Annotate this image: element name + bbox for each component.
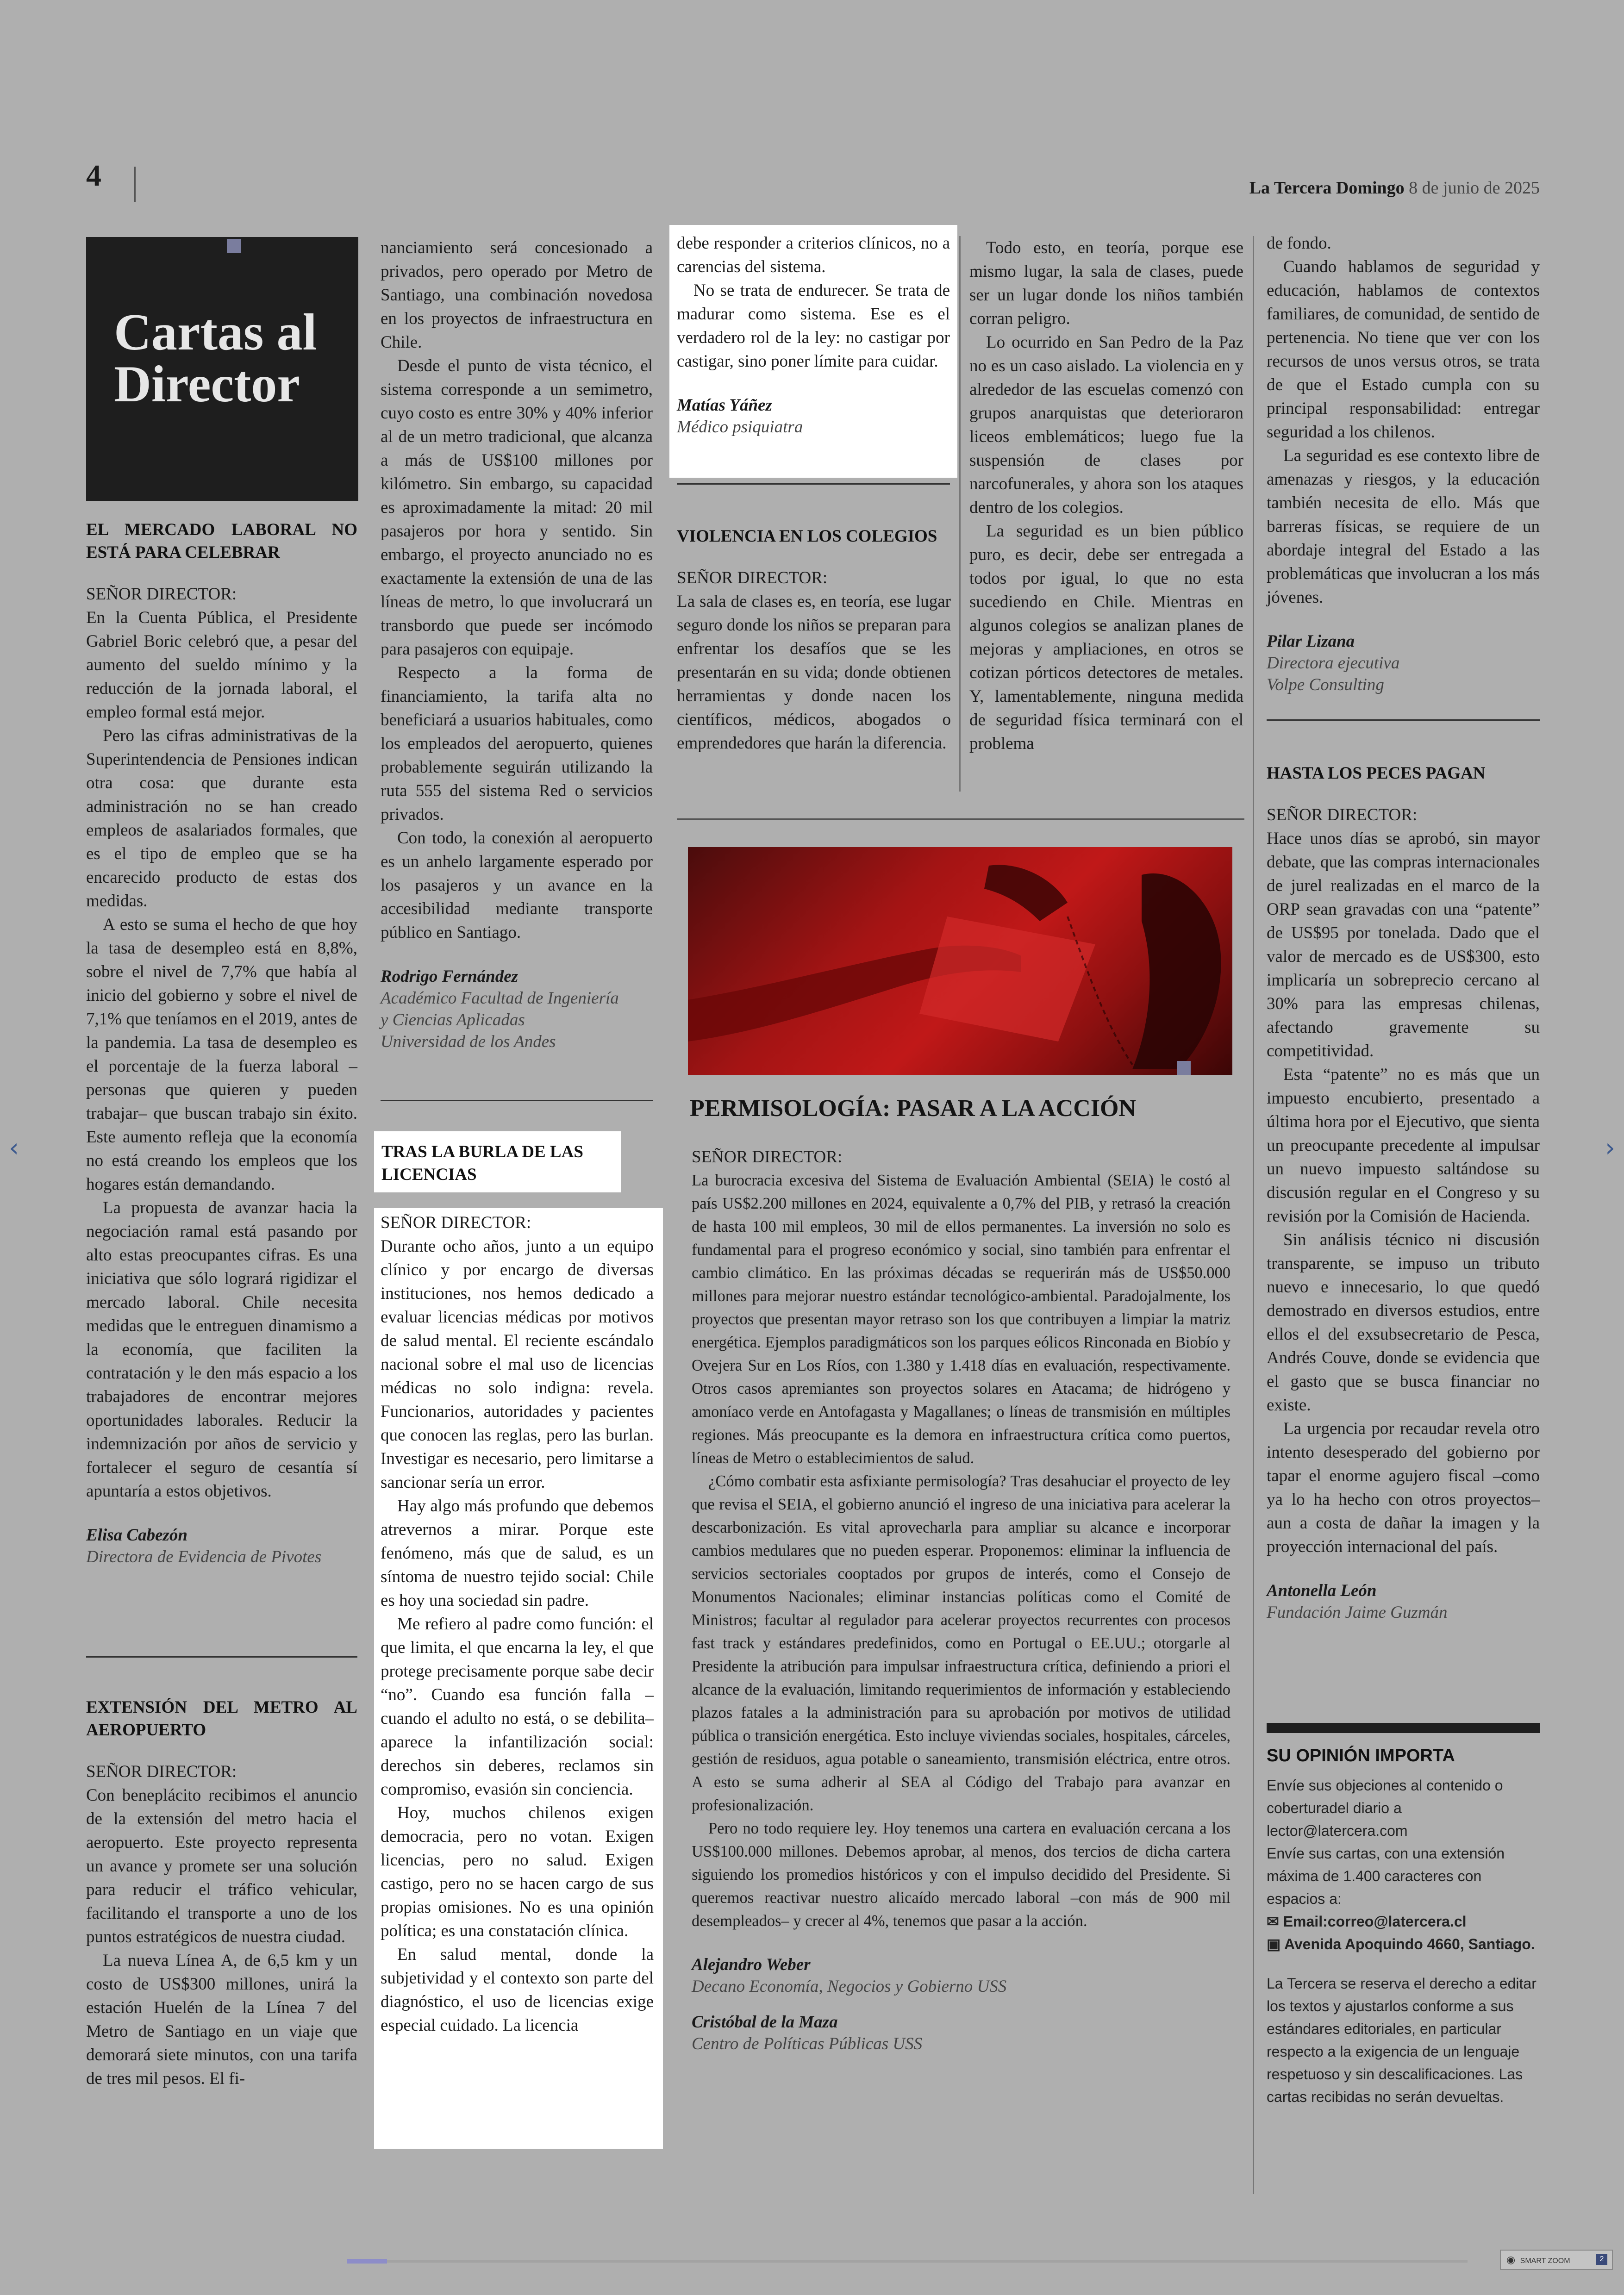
letter-title-metro: EXTENSIÓN DEL METRO AL AEROPUERTO	[86, 1698, 357, 1740]
letter-salutation: SEÑOR DIRECTOR:	[86, 1762, 237, 1781]
letter-title-permisologia: PERMISOLOGÍA: PASAR A LA ACCIÓN	[690, 1095, 1137, 1122]
letter-salutation: SEÑOR DIRECTOR:	[381, 1213, 531, 1232]
letter-paragraph: ¿Cómo combatir esta asfixiante permisología? Tras desahuciar el proyecto de ley que revisa el SEIA, el gobierno anunció el ingreso de una iniciativa para acelerar la descarbonización. Es vital aprovecharla para ampliar su alcance e incorporar cambios medulares que no pueden esperar. Proponemos: eliminar la influencia de servicios sectoriales cooptados por grupos de interés, como el Consejo de Monumentos Nacionales; eliminar instancias políticas como el Comité de Ministros; facultar al regulador para acelerar proyectos recurrentes con procesos fast track y estándares predefinidos, como en Portugal o EE.UU.; otorgarle al Presidente la atribución para impulsar infraestructura crítica, definiendo a priori el alcance de la evaluación, limitando requerimientos de información y estableciendo plazos fatales a la administración para su aprobación por motivos de utilidad pública o transición energética. Esto incluye viviendas sociales, hospitales, cárceles, gestión de residuos, agua potable o saneamiento, transmisión eléctrica, entre otros. A esto se suma adherir al SEA al Código del Trabajo para avanzar en profesionalización.	[692, 1472, 1230, 1814]
letter-author-role: Fundación Jaime Guzmán	[1267, 1603, 1448, 1622]
envelope-icon: ✉	[1267, 1913, 1279, 1930]
letter-paragraph: Desde el punto de vista técnico, el sistema corresponde a un semimetro, cuyo costo es entre 30% y 40% inferior al de un metro tradicional, que alcanza a más de US$100 millones por kilómetro. Sin embargo, su capacidad es aproximadamente la mitad: 20 mil pasajeros por hora y sentido. Sin embargo, el proyecto anunciado no es exactamente la extensión de una de las líneas de metro, lo que involucrará un transbordo que puede ser incómodo para pasajeros con equipaje.	[381, 356, 653, 659]
letter-author: Alejandro Weber	[692, 1955, 811, 1974]
smart-zoom-value: 2	[1596, 2254, 1607, 2265]
letter-paragraph: Sin análisis técnico ni discusión transparente, se impuso un tributo nuevo e innecesario, lo que quedó demostrado en diversos estudios, entre ellos el del exsubsecretario de Pesca, Andrés Couve, donde se evidencia que el gasto que se busca financiar no existe.	[1267, 1230, 1540, 1415]
letter-paragraph: Me refiero al padre como función: el que limita, el que encarna la ley, el que protege precisamente porque sabe decir “no”. Cuando esa función falla –cuando el adulto no está, o se debilita– aparece la infantilización social: derechos sin deberes, reclamos sin compromiso, evasión sin conciencia.	[381, 1615, 654, 1799]
letter-author-role: Volpe Consulting	[1267, 675, 1384, 694]
letter-paragraph: debe responder a criterios clínicos, no a carencias del sistema.	[677, 234, 950, 276]
letter-paragraph: nanciamiento será concesionado a privados, pero operado por Metro de Santiago, una combinación novedosa en los proyectos de infraestructura en Chile.	[381, 238, 653, 352]
letter-author-role: y Ciencias Aplicadas	[381, 1010, 525, 1029]
publication-name: La Tercera Domingo	[1249, 178, 1405, 198]
letter-paragraph: No se trata de endurecer. Se trata de madurar como sistema. Ese es el verdadero rol de la ley: no castigar por castigar, sino poner límite para cuidar.	[677, 281, 950, 371]
divider	[677, 483, 950, 485]
permisologia-body	[692, 1145, 1230, 2055]
letter-paragraph: Durante ocho años, junto a un equipo clínico y por encargo de diversas instituciones, nos hemos dedicado a evaluar licencias médicas por motivos de salud mental. El reciente escándalo nacional sobre el mal uso de licencias médicas no solo indigna: revela. Funcionarios, autoridades y pacientes que conocen las reglas, pero las burlan. Investigar es necesario, pero limitarse a sancionar sería un error.	[381, 1237, 654, 1492]
letter-paragraph: Esta “patente” no es más que un impuesto encubierto, presentado a última hora por el Ejecutivo, que sienta un preocupante precedente al impulsar un nuevo impuesto saltándose su discusión regular en el Congreso y su revisión por la Comisión de Hacienda.	[1267, 1065, 1540, 1226]
opinion-box-bar	[1267, 1723, 1540, 1733]
column-3	[677, 231, 950, 438]
image-marker-icon	[227, 239, 241, 253]
letter-author-role: Decano Economía, Negocios y Gobierno USS	[692, 1977, 1007, 1996]
opinion-box-title: SU OPINIÓN IMPORTA	[1267, 1746, 1455, 1765]
section-title-box	[86, 237, 358, 501]
letter-title-licencias: TRAS LA BURLA DE LAS LICENCIAS	[381, 1142, 583, 1184]
column-5-peces	[1267, 762, 1540, 1623]
opinion-address-row	[1267, 1933, 1540, 1956]
letter-author-role: Universidad de los Andes	[381, 1032, 556, 1051]
opinion-address: Avenida Apoquindo 4660, Santiago.	[1284, 1936, 1535, 1952]
opinion-email-row[interactable]	[1267, 1910, 1540, 1933]
opinion-disclaimer: La Tercera se reserva el derecho a editar los textos y ajustarlos conforme a sus estándares editoriales, en particular respecto a la exigencia de un lenguaje respetuoso y sin descalificaciones. Las cartas recibidas no serán devueltas.	[1267, 1975, 1537, 2105]
column-2-lower	[381, 1211, 654, 2037]
opinion-line: Envíe sus cartas, con una extensión máxima de 1.400 caracteres con espacios a:	[1267, 1845, 1505, 1907]
opinion-email-link[interactable]: lector@latercera.com	[1267, 1822, 1408, 1839]
page-scroll-thumb[interactable]	[347, 2259, 387, 2264]
image-marker-icon	[1177, 1061, 1191, 1075]
masthead	[1249, 178, 1540, 198]
letter-author: Cristóbal de la Maza	[692, 2013, 838, 2032]
letter-paragraph: de fondo.	[1267, 234, 1331, 253]
letter-salutation: SEÑOR DIRECTOR:	[677, 568, 828, 587]
letter-salutation: SEÑOR DIRECTOR:	[1267, 805, 1418, 824]
letter-paragraph: Respecto a la forma de financiamiento, la tarifa alta no beneficiará a usuarios habituales, como los empleados del aeropuerto, quienes probablemente seguirán utilizando la ruta 555 del sistema Red o servicios privados.	[381, 663, 653, 824]
mailbox-icon: ▣	[1267, 1936, 1281, 1952]
letter-paragraph: A esto se suma el hecho de que hoy la tasa de desempleo está en 8,8%, sobre el nivel de 7,7% que había al inicio del gobierno y sobre el nivel de 7,1% que teníamos en el 2019, antes de la pandemia. La tasa de desempleo es el porcentaje de la fuerza laboral –personas que quieren y pueden trabajar– que buscan trabajo sin éxito. Este aumento refleja que la economía no está creando los empleos que los hogares están demandando.	[86, 915, 357, 1194]
smart-zoom-label: SMART ZOOM	[1520, 2257, 1570, 2265]
letter-paragraph: La seguridad es un bien público puro, es decir, debe ser entregada a todos por igual, lo que no esta sucediendo en Chile. Mientras en algunos colegios se analizan planes de mejoras y ampliaciones, en otros se cotizan pórticos detectores de metales. Y, lamentablemente, ninguna medida de seguridad física terminará con el problema	[969, 522, 1243, 753]
section-title: Cartas al Director	[114, 304, 317, 413]
opinion-email: Email:correo@latercera.cl	[1283, 1913, 1467, 1930]
opinion-box	[1267, 1723, 1540, 2108]
letter-paragraph: La sala de clases es, en teoría, ese lugar seguro donde los niños se preparan para enfrentar los desafíos que se les presentarán en su vida; donde obtienen herramientas y donde nacen los científicos, médicos, abogados o emprendedores que harán la diferencia.	[677, 592, 951, 753]
letter-paragraph: La nueva Línea A, de 6,5 km y un costo de US$300 millones, unirá la estación Huelén de la Línea 7 del Metro de Santiago en un viaje que demorará siete minutos, con una tarifa de tres mil pesos. El fi-	[86, 1951, 357, 2088]
divider	[381, 1100, 653, 1101]
letter-paragraph: Con todo, la conexión al aeropuerto es un anhelo largamente esperado por los pasajeros y un avance en la accesibilidad mediante transporte público en Santiago.	[381, 829, 653, 942]
letter-author-role: Académico Facultad de Ingeniería	[381, 989, 619, 1008]
letter-author-role: Directora de Evidencia de Pivotes	[86, 1547, 322, 1566]
article-photo	[688, 847, 1232, 1075]
column-divider	[959, 236, 961, 792]
column-1	[86, 518, 357, 1568]
letter-paragraph: Cuando hablamos de seguridad y educación, hablamos de contextos familiares, de comunidad, de sentido de pertenencia. No tiene que ver con los recursos de unos versus otros, se trata de que el Estado cumpla con su principal responsabilidad: entregar seguridad a los chilenos.	[1267, 257, 1540, 442]
letter-paragraph: La urgencia por recaudar revela otro intento desesperado del gobierno por tapar el enorme agujero fiscal –como ya lo ha hecho con otros proyectos– aun a costa de dañar la imagen y la proyección internacional del país.	[1267, 1419, 1540, 1556]
letter-paragraph: La propuesta de avanzar hacia la negociación ramal está pasando por alto estas preocupantes cifras. Es una iniciativa que sólo logrará rigidizar el mercado laboral. Chile necesita medidas que le entreguen dinamismo a la economía, que faciliten la contratación y le den más espacio a los trabajadores de encontrar mejores oportunidades laborales. Reducir la indemnización por años de servicio y fortalecer el seguro de cesantía sí apuntaría a estos objetivos.	[86, 1198, 357, 1501]
opinion-line: Envíe sus objeciones al contenido o coberturadel diario a	[1267, 1777, 1503, 1816]
letter-paragraph: Con beneplácito recibimos el anuncio de la extensión del metro hacia el aeropuerto. Este proyecto representa un avance y promete ser una solución para reducir el tráfico vehicular, facilitando el transporte a uno de los puntos estratégicos de nuestra ciudad.	[86, 1786, 357, 1946]
letter-author: Rodrigo Fernández	[381, 967, 518, 986]
column-1-lower	[86, 1696, 357, 2090]
letter-paragraph: Hay algo más profundo que debemos atrevernos a mirar. Porque este fenómeno, más que de salud, es un síntoma de nuestro tejido social: Chile es hoy una sociedad sin padre.	[381, 1497, 654, 1610]
divider	[677, 818, 1244, 820]
column-divider	[1253, 236, 1254, 2194]
letter-author-role: Directora ejecutiva	[1267, 654, 1400, 673]
letter-paragraph: Pero no todo requiere ley. Hoy tenemos una cartera en evaluación cercana a los US$100.000 millones. Debemos aprobar, al menos, dos tercios de dicha cartera siguiendo los promedios históricos y con el impulso decidido del Presidente. Si queremos reactivar nuestro alicaído mercado laboral –con más de 900 mil desempleados– y crecer al 4%, tenemos que pasar a la acción.	[692, 1820, 1230, 1930]
letter-author: Elisa Cabezón	[86, 1526, 187, 1545]
letter-author: Antonella León	[1267, 1581, 1377, 1600]
letter-paragraph: En salud mental, donde la subjetividad y el contexto son parte del diagnóstico, el uso de licencias exige especial cuidado. La licencia	[381, 1945, 654, 2035]
letter-paragraph: En la Cuenta Pública, el Presidente Gabriel Boric celebró que, a pesar del aumento del sueldo mínimo y la reducción de la jornada laboral, el empleo formal está mejor.	[86, 608, 357, 722]
letter-author: Matías Yáñez	[677, 396, 772, 415]
letter-paragraph: La burocracia excesiva del Sistema de Evaluación Ambiental (SEIA) le costó al país US$2.200 millones en 2024, equivalente a 0,7% del PIB, y retrasó la creación de hasta 100 mil empleos, 30 mil de ellos permanentes. La inversión no solo es fundamental para el progreso económico y social, sino también para enfrentar el cambio climático. En las próximas décadas se requerirán más de US$50.000 millones para mejorar nuestro estándar tecnológico-ambiental. Paradojalmente, los proyectos que presentan mayor retraso son los que contribuyen a limpiar la matriz energética. Ejemplos paradigmáticos son los parques eólicos Rinconada en Biobío y Ovejera Sur en Los Ríos, con 1.380 y 1.418 días en evaluación, respectivamente. Otros casos apremiantes son proyectos solares en Atacama; de hidrógeno y amoníaco verde en Antofagasta y Magallanes; o líneas de transmisión en múltiples regiones. Más preocupante es la demora en infraestructura crítica como puertos, líneas de Metro o establecimientos de salud.	[692, 1172, 1230, 1467]
letter-paragraph: La seguridad es ese contexto libre de amenazas y riesgos, y la educación también necesita de ello. Más que barreras físicas, se requiere de un abordaje integral del Estado a las problemáticas que involucran a los más jóvenes.	[1267, 446, 1540, 607]
column-4	[969, 236, 1243, 755]
column-3-violencia	[677, 525, 951, 755]
publication-date: 8 de junio de 2025	[1409, 178, 1540, 198]
letter-paragraph: Todo esto, en teoría, porque ese mismo lugar, la sala de clases, puede ser un lugar donde los niños también corran peligro.	[969, 238, 1243, 328]
letter-author-role: Centro de Políticas Públicas USS	[692, 2034, 923, 2053]
photo-hands-illustration	[688, 847, 1232, 1075]
letter-paragraph: Pero las cifras administrativas de la Superintendencia de Pensiones indican otra cosa: que durante esta administración no se han creado empleos de asalariados formales, que es el tipo de empleo que se ha encarecido producto de estas dos medidas.	[86, 726, 357, 911]
eye-icon: ◉	[1506, 2254, 1516, 2265]
header-divider	[134, 167, 136, 202]
divider	[86, 1656, 357, 1658]
page-scroll-track[interactable]	[347, 2260, 1468, 2263]
page-number: 4	[86, 159, 101, 193]
letter-paragraph: Hace unos días se aprobó, sin mayor debate, que las compras internacionales de jurel realizadas en el marco de la ORP sean gravadas con una “patente” de US$95 por tonelada. Dado que el valor de mercado es de US$300, esto implicaría un sobreprecio cercano al 30% para las empresas chilenas, afectando gravemente su competitividad.	[1267, 829, 1540, 1060]
column-2	[381, 236, 653, 1053]
letter-title-peces: HASTA LOS PECES PAGAN	[1267, 764, 1486, 783]
opinion-box-body	[1267, 1774, 1540, 2108]
letter-paragraph: Lo ocurrido en San Pedro de la Paz no es un caso aislado. La violencia en y alrededor de las escuelas comenzó con grupos anarquistas que deterioraron liceos emblemáticos; luego fue la suspensión de clases por narcofunerales, y ahora son los ataques dentro de los colegios.	[969, 333, 1243, 517]
letter-title-violencia: VIOLENCIA EN LOS COLEGIOS	[677, 527, 937, 546]
chevron-left-icon[interactable]: ‹	[9, 1133, 19, 1162]
letter-salutation: SEÑOR DIRECTOR:	[692, 1148, 843, 1166]
letter-author: Pilar Lizana	[1267, 632, 1355, 651]
letter-paragraph: Hoy, muchos chilenos exigen democracia, pero no votan. Exigen licencias, pero no salud. Exigen castigo, pero no se hacen cargo de sus propias omisiones. No es una opinión política; es una constatación clínica.	[381, 1803, 654, 1940]
letter-salutation: SEÑOR DIRECTOR:	[86, 585, 237, 604]
letter-title-mercado: EL MERCADO LABORAL NO ESTÁ PARA CELEBRAR	[86, 520, 357, 562]
chevron-right-icon[interactable]: ›	[1605, 1133, 1615, 1162]
letter-author-role: Médico psiquiatra	[677, 418, 803, 437]
smart-zoom-control[interactable]	[1500, 2250, 1613, 2270]
divider	[1267, 719, 1540, 721]
column-5	[1267, 231, 1540, 696]
